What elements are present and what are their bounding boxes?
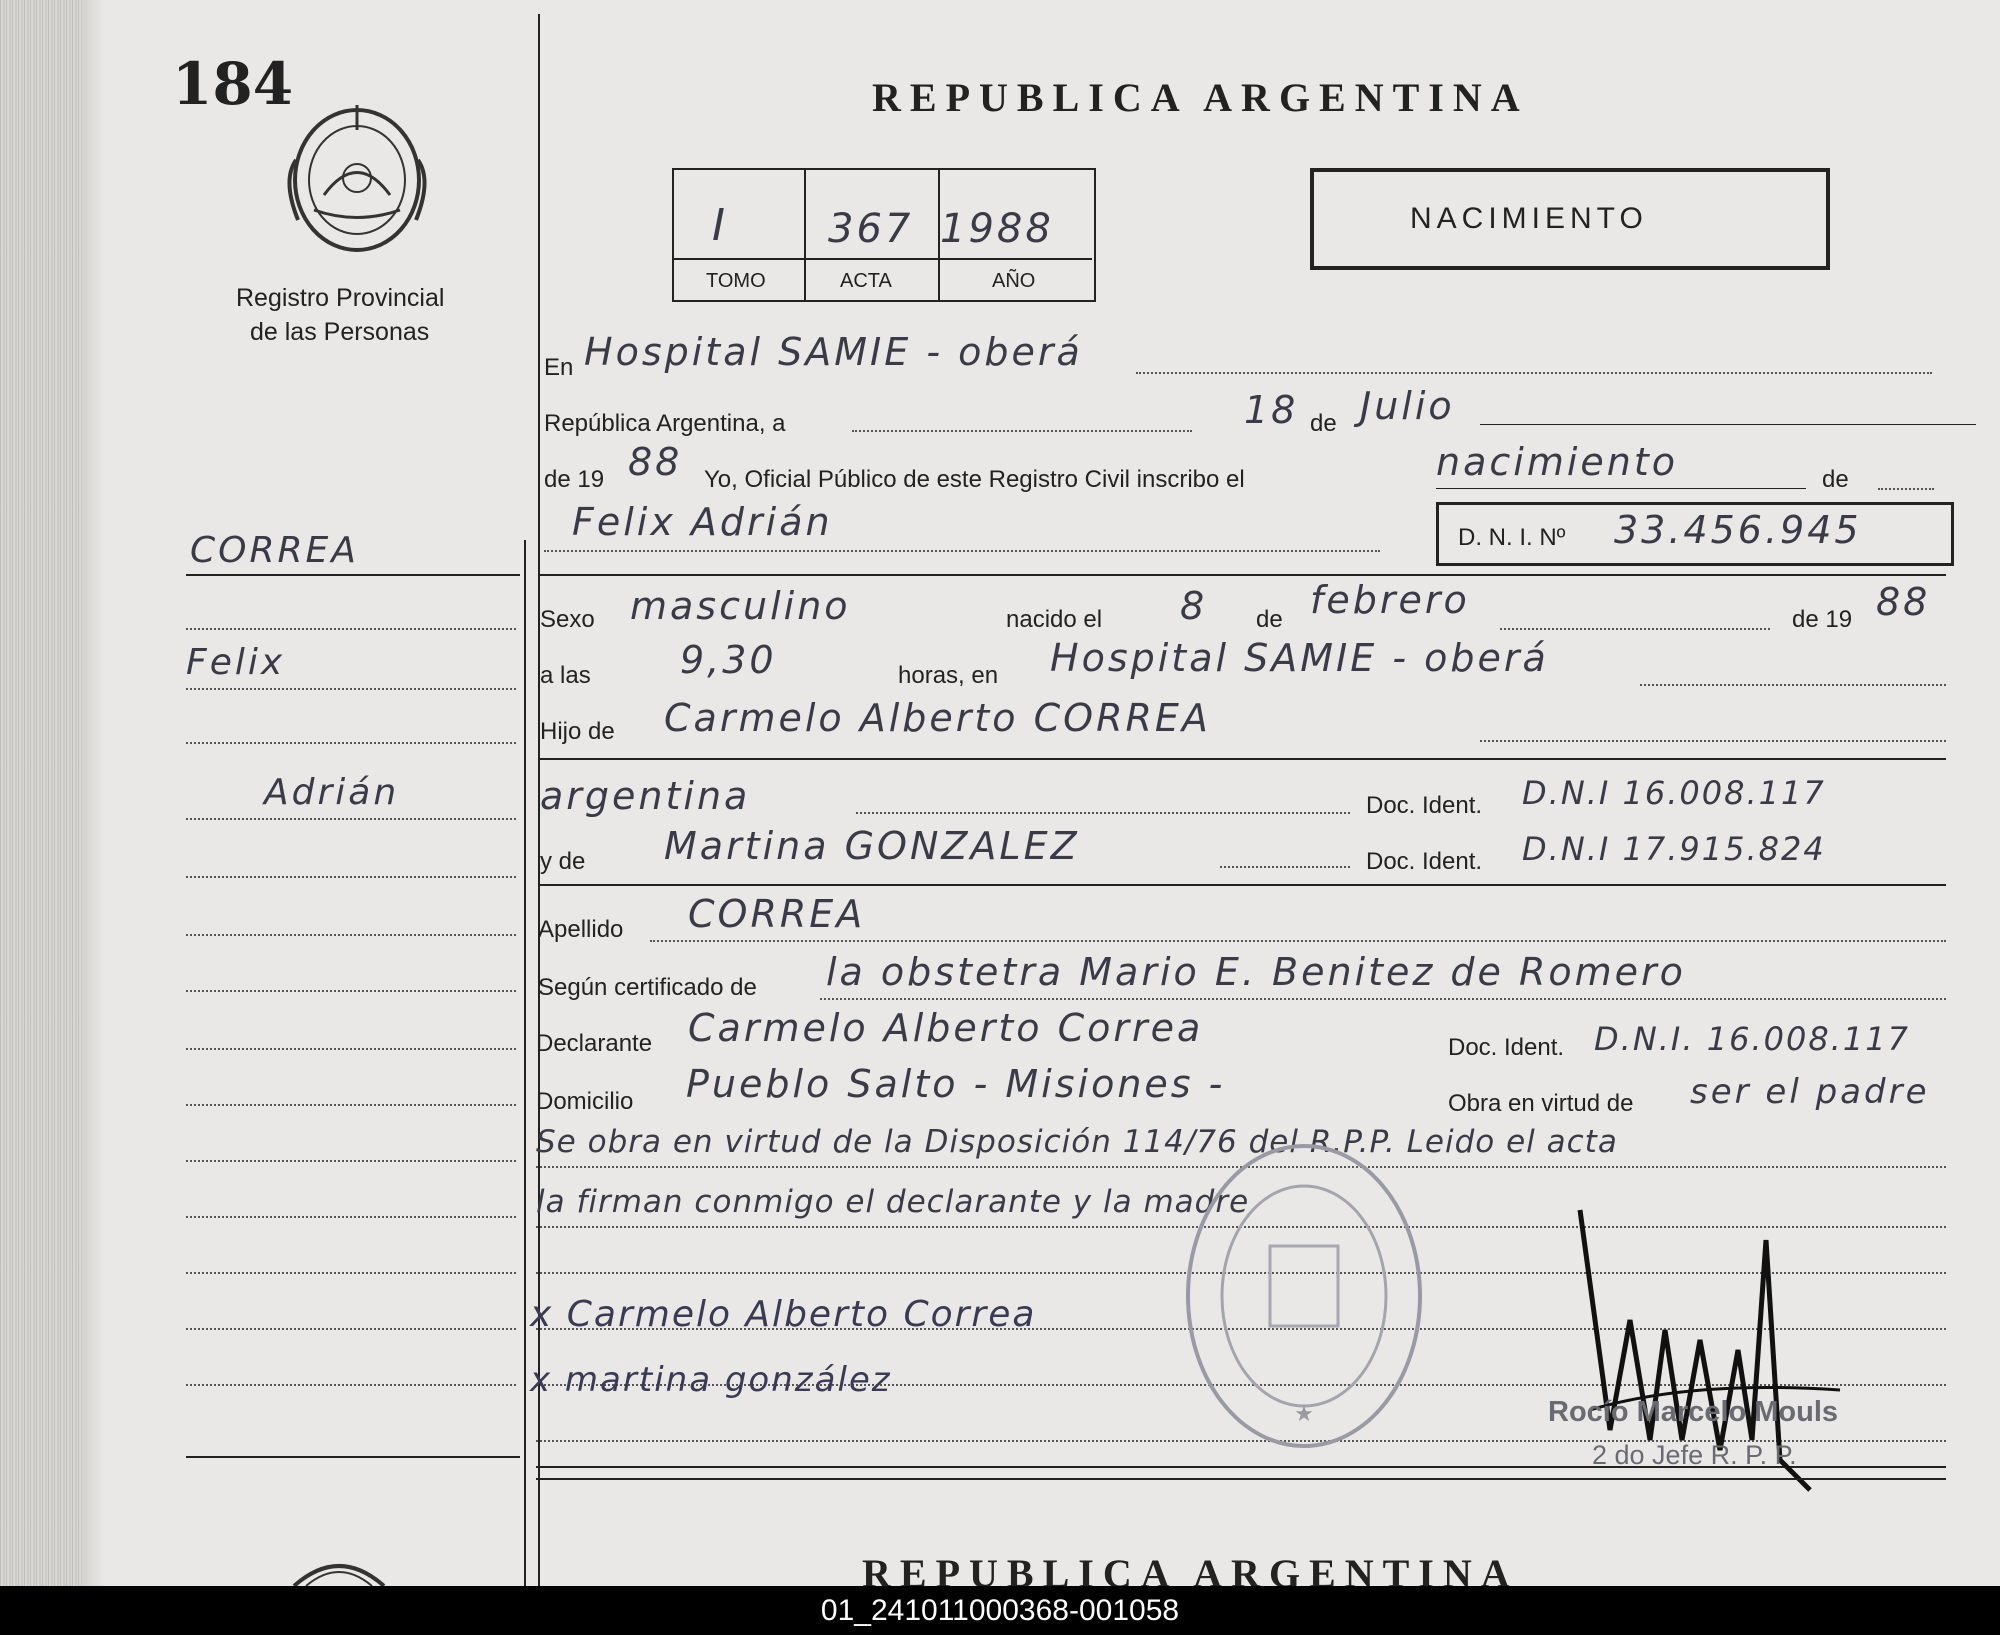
field-dotline: [1640, 684, 1946, 686]
sexo-value: masculino: [630, 584, 851, 628]
margin-dotline: [186, 742, 516, 744]
official-name: Rocío Marcelo Mouls: [1548, 1396, 1839, 1428]
registry-name-line2: de las Personas: [250, 318, 430, 346]
ano-label: AÑO: [992, 270, 1036, 292]
next-page-seal-icon: [284, 1546, 394, 1586]
margin-dotline: [186, 934, 516, 936]
margin-dotline: [186, 1328, 516, 1330]
margin-surname: CORREA: [190, 530, 359, 571]
column-divider-inner: [524, 540, 526, 1586]
declarante-label: Declarante: [536, 1030, 653, 1057]
obra-label: Obra en virtud de: [1448, 1090, 1634, 1117]
field-dotline: [1500, 628, 1770, 630]
next-page-country-title: REPUBLICA ARGENTINA: [862, 1551, 1519, 1586]
margin-dotline: [186, 1272, 516, 1274]
de19-label: de 19: [544, 466, 605, 493]
margin-first-name: Felix: [186, 642, 286, 683]
mother-name: Martina GONZALEZ: [664, 824, 1080, 868]
dni-label: D. N. I. Nº: [1458, 524, 1566, 551]
official-stamp-icon: [1176, 1136, 1432, 1456]
horas-label: horas, en: [898, 662, 999, 689]
image-caption: 01_241011000368-001058: [0, 1586, 2000, 1635]
field-dotline: [852, 430, 1192, 432]
tomo-value: I: [712, 200, 728, 251]
declarante-value: Carmelo Alberto Correa: [688, 1006, 1204, 1050]
domicilio-label: Domicilio: [536, 1088, 634, 1115]
doc-label-3: Doc. Ident.: [1448, 1034, 1565, 1061]
de19-label-2: de 19: [1792, 606, 1853, 633]
tomo-label: TOMO: [706, 270, 766, 292]
provincial-seal-icon: [284, 100, 434, 255]
official-title: 2 do Jefe R. P. P.: [1592, 1440, 1797, 1470]
declarante-doc: D.N.I. 16.008.117: [1594, 1020, 1910, 1058]
doc-label: Doc. Ident.: [1366, 792, 1483, 819]
nacido-label: nacido el: [1006, 606, 1103, 633]
segun-label: Según certificado de: [538, 974, 757, 1001]
acta-label: ACTA: [840, 270, 892, 292]
birth-year-suffix: 88: [1876, 580, 1931, 624]
declarant-signature: x Carmelo Alberto Correa: [530, 1294, 1037, 1335]
month-value: Julio: [1360, 384, 1455, 428]
hour-value: 9,30: [680, 638, 777, 682]
apellido-label: Apellido: [538, 916, 624, 943]
margin-dotline: [186, 688, 516, 690]
field-dotline: [1220, 866, 1350, 868]
field-dotline: [820, 998, 1946, 1000]
father-doc: D.N.I 16.008.117: [1522, 774, 1826, 812]
sexo-label: Sexo: [540, 606, 595, 633]
section-rule: [540, 884, 1946, 886]
section-rule: [540, 758, 1946, 760]
yo-label: Yo, Oficial Público de este Registro Civil inscribo el: [704, 466, 1245, 493]
margin-dotline: [186, 1384, 516, 1386]
field-dotline: [650, 940, 1946, 942]
alas-label: a las: [540, 662, 591, 689]
field-rule: [1480, 424, 1976, 425]
segun-value: la obstetra Mario E. Benitez de Romero: [826, 950, 1686, 994]
field-rule: [1436, 488, 1806, 489]
notes-line-1: Se obra en virtud de la Disposición 114/76 del R.P.P. Leido el acta: [536, 1124, 1618, 1160]
inscribo-value: nacimiento: [1436, 440, 1679, 484]
republica-label: República Argentina, a: [544, 410, 786, 437]
field-dotline: [1480, 740, 1946, 742]
svg-text:★: ★: [1294, 1402, 1314, 1427]
father-nationality: argentina: [540, 774, 751, 818]
margin-dotline: [186, 1160, 516, 1162]
birth-place: Hospital SAMIE - oberá: [1050, 636, 1549, 680]
notes-line-2: la firman conmigo el declarante y la madre: [536, 1184, 1250, 1220]
bottom-rule: [536, 1478, 1946, 1480]
birth-month: febrero: [1310, 578, 1470, 622]
mother-signature: x martina gonzález: [530, 1360, 892, 1400]
country-title: REPUBLICA ARGENTINA: [872, 75, 1529, 120]
table-rule: [674, 258, 1092, 260]
field-dotline: [856, 812, 1350, 814]
child-name: Felix Adrián: [572, 500, 833, 544]
margin-dotline: [186, 990, 516, 992]
margin-rule: [186, 574, 520, 576]
ano-value: 1988: [940, 206, 1054, 252]
field-dotline: [1136, 372, 1932, 374]
en-value: Hospital SAMIE - oberá: [584, 330, 1083, 374]
margin-dotline: [186, 818, 516, 820]
obra-value: ser el padre: [1690, 1072, 1930, 1112]
de-label: de: [1310, 410, 1337, 437]
book-page-edges: [0, 0, 84, 1586]
mother-doc: D.N.I 17.915.824: [1522, 830, 1826, 868]
field-dotline: [1878, 488, 1934, 490]
birth-day: 8: [1180, 584, 1208, 628]
yde-label: y de: [540, 848, 586, 875]
acta-value: 367: [828, 206, 914, 252]
en-label: En: [544, 354, 574, 381]
margin-dotline: [186, 1048, 516, 1050]
record-type: NACIMIENTO: [1410, 202, 1648, 235]
father-name: Carmelo Alberto CORREA: [664, 696, 1211, 740]
table-divider: [804, 170, 806, 300]
section-rule: [540, 574, 1946, 576]
de-end-label: de: [1822, 466, 1849, 493]
margin-second-name: Adrián: [264, 772, 400, 813]
doc-label-2: Doc. Ident.: [1366, 848, 1483, 875]
year-suffix: 88: [628, 440, 683, 484]
dni-value: 33.456.945: [1614, 508, 1862, 552]
margin-dotline: [186, 1216, 516, 1218]
apellido-value: CORREA: [688, 892, 866, 936]
margin-dotline: [186, 876, 516, 878]
margin-dotline: [186, 628, 516, 630]
day-value: 18: [1244, 388, 1299, 432]
margin-dotline: [186, 1104, 516, 1106]
field-dotline: [544, 550, 1380, 552]
page-number: 184: [172, 50, 294, 118]
domicilio-value: Pueblo Salto - Misiones -: [686, 1062, 1226, 1106]
registry-name-line1: Registro Provincial: [236, 284, 445, 312]
margin-rule: [186, 1456, 520, 1458]
page-shadow: [82, 0, 104, 1586]
de-label-2: de: [1256, 606, 1283, 633]
hijo-label: Hijo de: [540, 718, 615, 745]
